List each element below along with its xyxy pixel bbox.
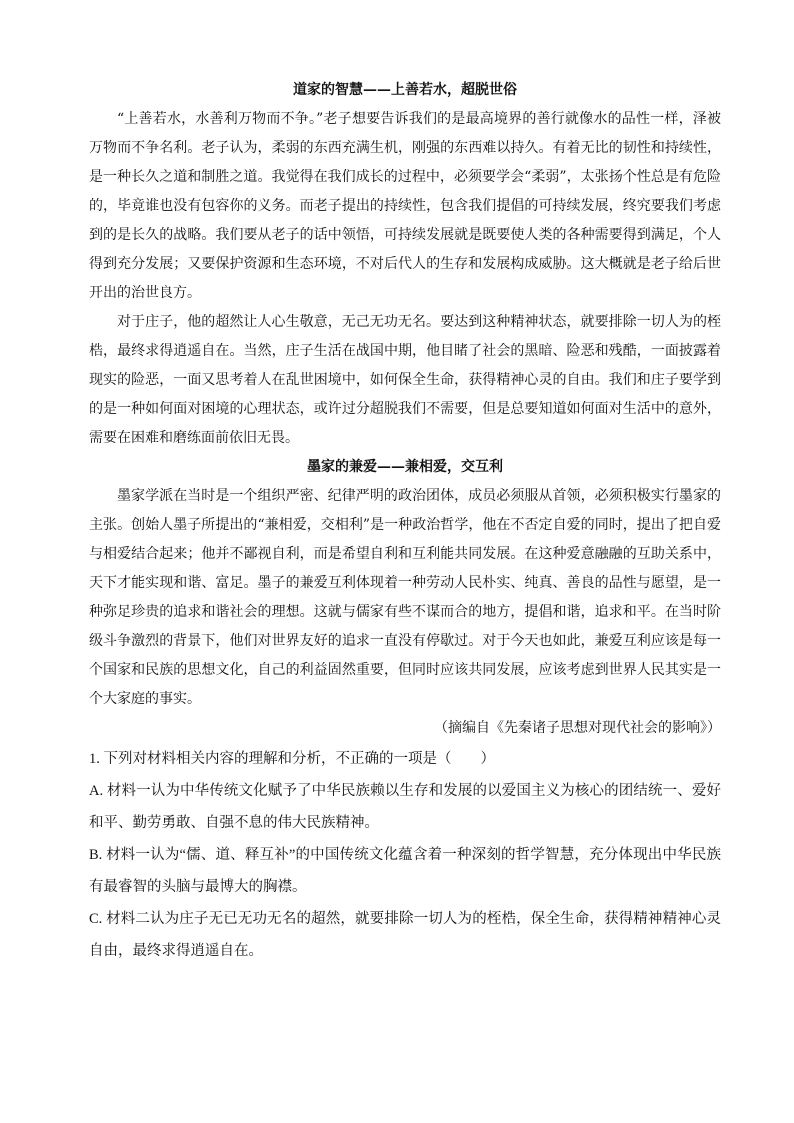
source-citation: （摘编自《先秦诸子思想对现代社会的影响》） (434, 720, 721, 736)
option-text: 材料二认为庄子无已无功无名的超然，就要排除一切人为的桎梏，保全生命，获得精神精神心灵自由，最终求得逍遥自在。 (89, 911, 722, 959)
option-letter: A. (89, 783, 104, 799)
option-b (89, 839, 721, 903)
option-a (89, 775, 721, 839)
paragraph-laozi: “上善若水，水善利万物而不争。”老子想要告诉我们的是最高境界的善行就像水的品性一样，泽被万物而不争名利。老子认为，柔弱的东西充满生机，刚强的东西难以持久。有着无比的韧性和持续性，是一种长久之道和制胜之道。我觉得在我们成长的过程中，必须要学会“柔弱”，太张扬个性总是有危险的，毕竟谁也没有包容你的义务。而老子提出的持续性，包含我们提倡的可持续发展，终究要我们考虑到的是长久的战略。我们要从老子的话中领悟，可持续发展就是既要使人类的各种需要得到满足，个人得到充分发展；又要保护资源和生态环境，不对后代人的生存和发展构成威胁。这大概就是老子给后世开出的治世良方。 (89, 111, 721, 301)
section-heading-daoism: 道家的智慧——上善若水，超脱世俗 (293, 82, 517, 98)
option-c (89, 903, 721, 967)
section-mohism (89, 453, 721, 743)
document-page (89, 76, 721, 967)
option-letter: B. (89, 847, 103, 863)
section-daoism (89, 76, 721, 453)
question-stem: 1. 下列对材料相关内容的理解和分析，不正确的一项是（ ） (89, 751, 495, 767)
section-heading-mohism: 墨家的兼爱——兼相爱，交互利 (307, 459, 503, 475)
option-letter: C. (89, 911, 103, 927)
question-block (89, 743, 721, 967)
paragraph-zhuangzi: 对于庄子，他的超然让人心生敬意，无己无功无名。要达到这种精神状态，就要排除一切人为的桎梏，最终求得逍遥自在。当然，庄子生活在战国中期，他目睹了社会的黑暗、险恶和残酷，一面披露着现实的险恶，一面又思考着人在乱世困境中，如何保全生命，获得精神心灵的自由。我们和庄子要学到的是一种如何面对困境的心理状态，或许过分超脱我们不需要，但是总要知道如何面对生活中的意外，需要在困难和磨练面前依旧无畏。 (89, 314, 721, 446)
paragraph-mozi: 墨家学派在当时是一个组织严密、纪律严明的政治团体，成员必须服从首领，必须积极实行墨家的主张。创始人墨子所提出的“兼相爱，交相利”是一种政治哲学，他在不否定自爱的同时，提出了把自爱与相爱结合起来；他并不鄙视自利，而是希望自利和互利能共同发展。在这种爱意融融的互助关系中，天下才能实现和谐、富足。墨子的兼爱互利体现着一种劳动人民朴实、纯真、善良的品性与愿望，是一种弥足珍贵的追求和谐社会的理想。这就与儒家有些不谋而合的地方，提倡和谐，追求和平。在当时阶级斗争激烈的背景下，他们对世界友好的追求一直没有停歇过。对于今天也如此，兼爱互利应该是每一个国家和民族的思想文化，自己的利益固然重要，但同时应该共同发展，应该考虑到世界人民其实是一个大家庭的事实。 (89, 488, 721, 707)
option-text: 材料一认为“儒、道、释互补”的中国传统文化蕴含着一种深刻的哲学智慧，充分体现出中华民族有最睿智的头脑与最博大的胸襟。 (89, 847, 722, 895)
option-text: 材料一认为中华传统文化赋予了中华民族赖以生存和发展的以爱国主义为核心的团结统一、爱好和平、勤劳勇敢、自强不息的伟大民族精神。 (89, 783, 722, 831)
